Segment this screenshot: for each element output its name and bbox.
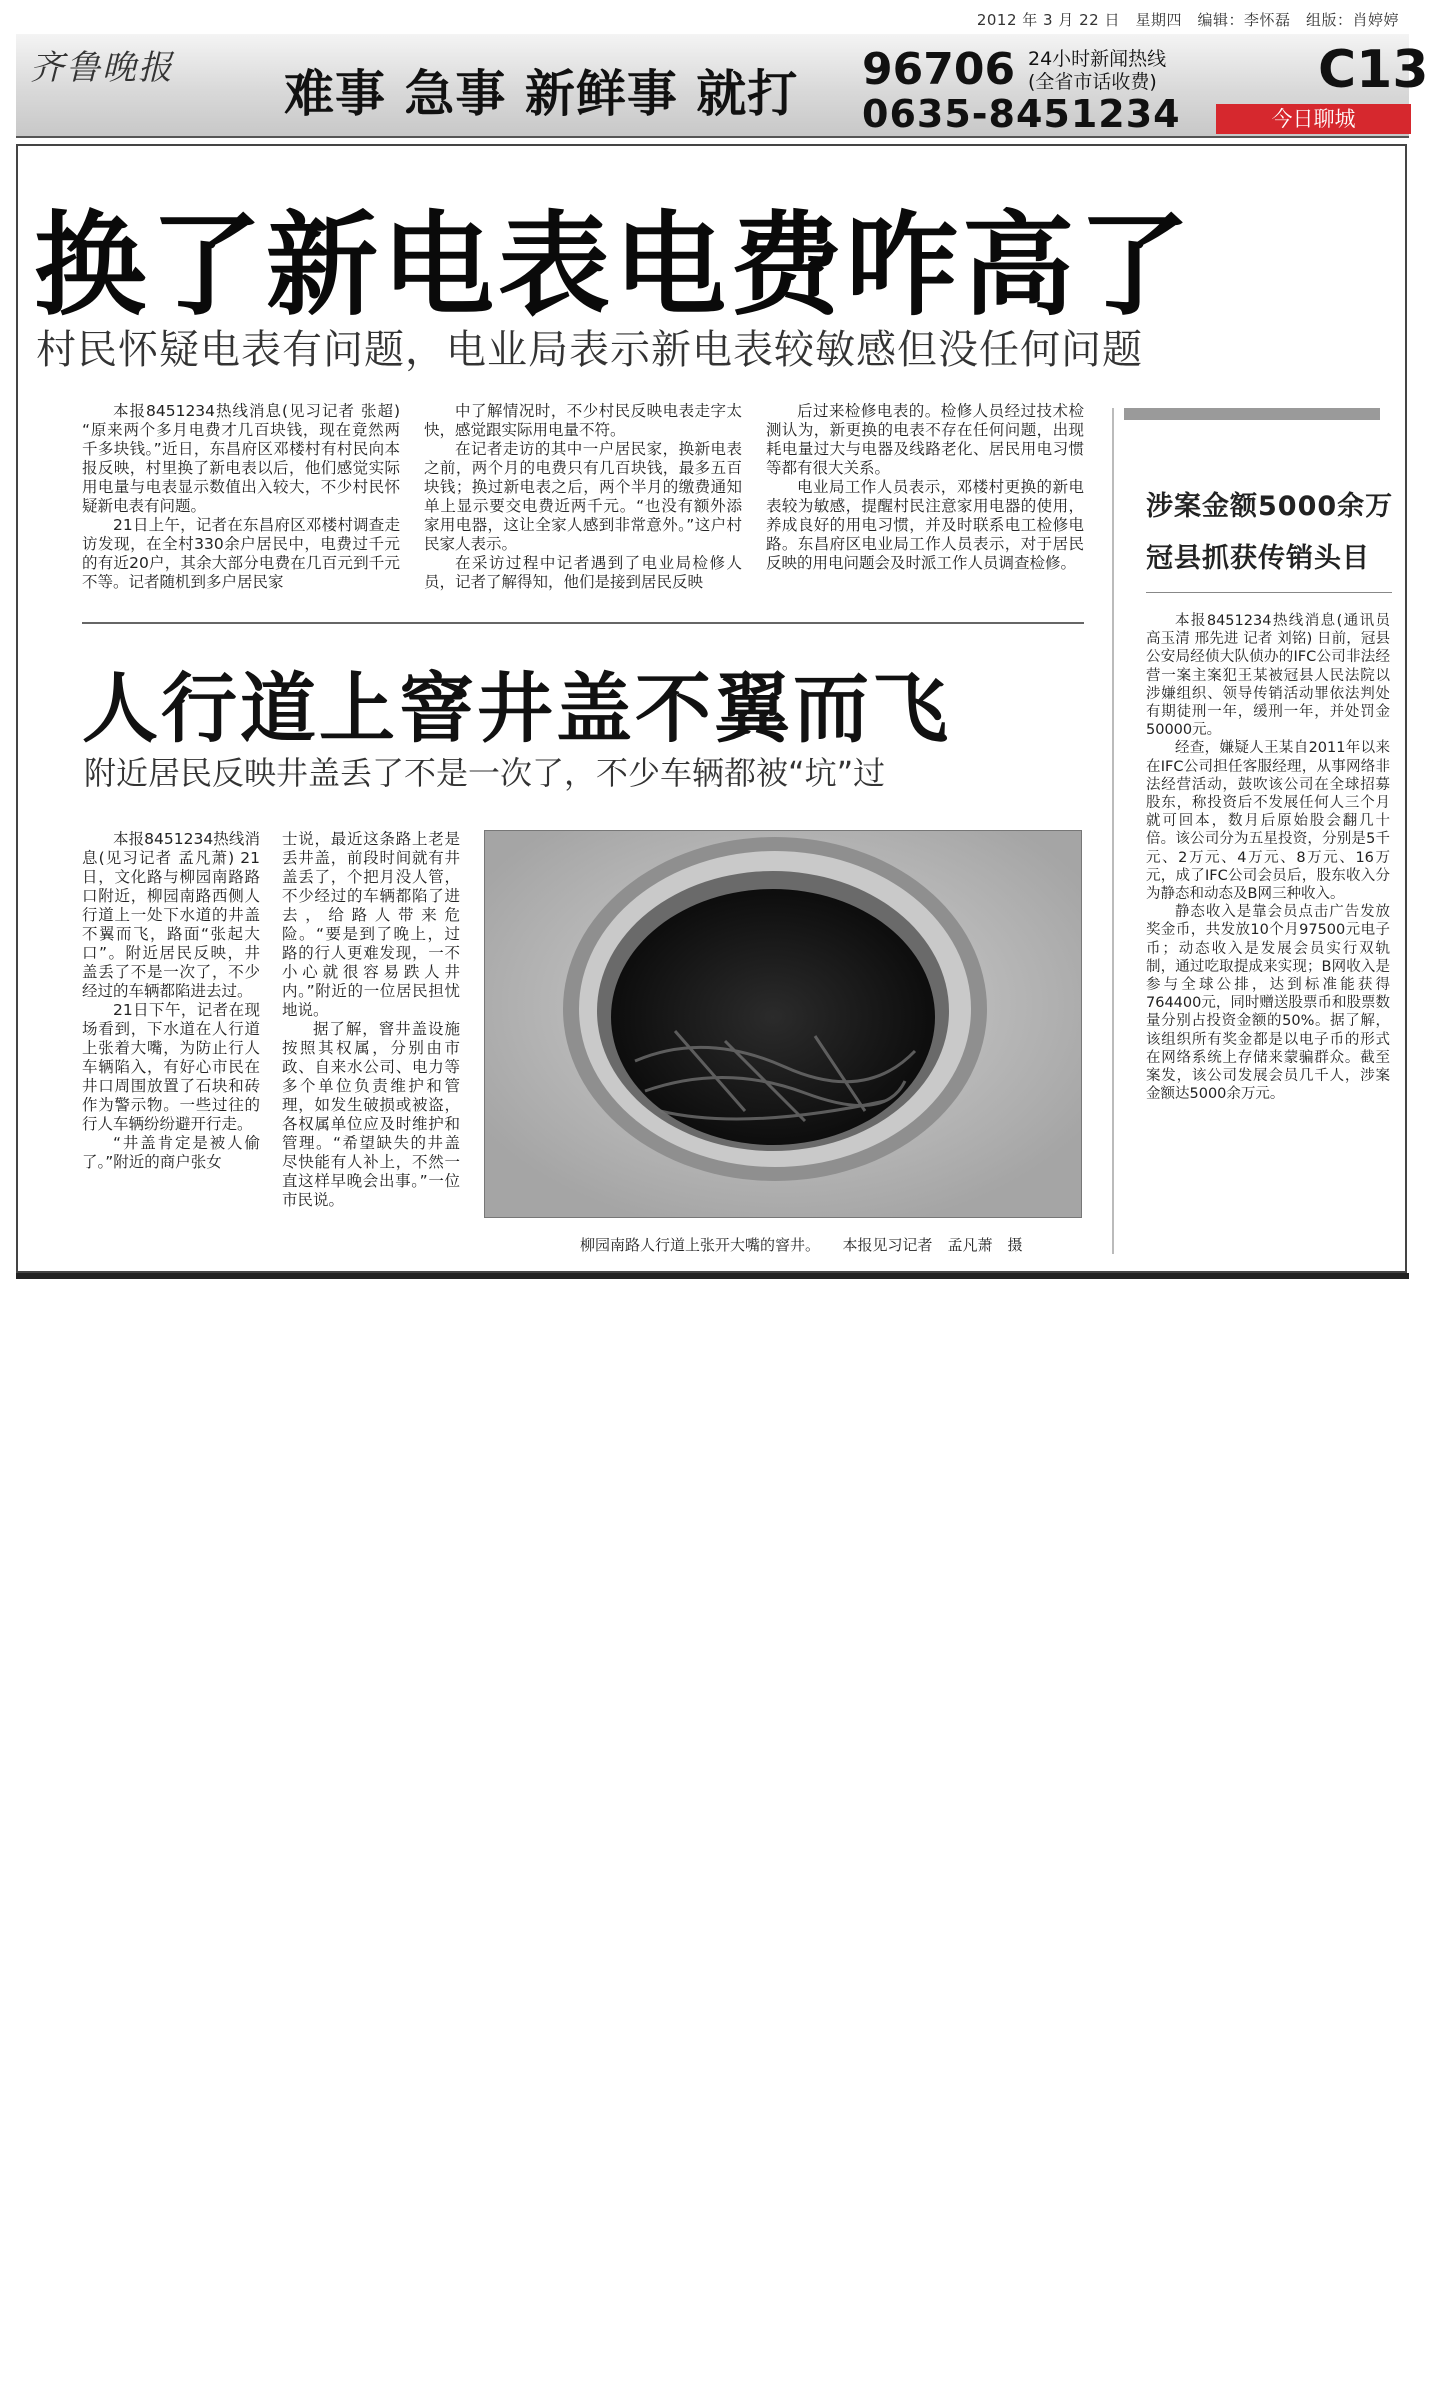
article1-col1 (82, 402, 400, 592)
bottom-rule (16, 1273, 1409, 1279)
article1-col3-para: 后过来检修电表的。检修人员经过技术检测认为，新更换的电表不存在任何问题，出现耗电量过大与电器及线路老化、居民用电习惯等都有很大关系。 (766, 402, 1084, 477)
sidebar-para: 经查，嫌疑人王某自2011年以来在IFC公司担任客服经理，从事网络非法经营活动，鼓吹该公司在全球招募股东，称投资后不发展任何人三个月就可回本，数月后原始股会翻几十倍。该公司分为五星投资，分别是5千元、2万元、4万元、8万元、16万元，成了IFC公司会员后，股东收入分为静态和动态及B网三种收入。 (1146, 740, 1390, 903)
hotline-note-line1: 24小时新闻热线 (1028, 48, 1167, 70)
article2-col2-para: 士说，最近这条路上老是丢井盖，前段时间就有井盖丢了，个把月没人管，不少经过的车辆都陷了进去，给路人带来危险。“要是到了晚上，过路的行人更难发现，一不小心就很容易跌人井内。”附近的一位居民担忧地说。 (282, 830, 460, 1019)
article2-col1 (82, 830, 260, 1172)
article2-headline: 人行道上窨井盖不翼而飞 (82, 664, 951, 753)
manhole-photo (484, 830, 1082, 1218)
article2-col2 (282, 830, 460, 1210)
sidebar-top-bar (1124, 408, 1380, 420)
sidebar-divider (1112, 408, 1114, 1254)
article-divider (82, 622, 1084, 624)
sidebar-title-line1: 涉案金额5000余万 (1146, 491, 1394, 522)
hotline-number: 96706 (862, 44, 1016, 95)
hotline-note-line2: (全省市话收费) (1028, 71, 1157, 93)
date-line: 2012 年 3 月 22 日 星期四 编辑：李怀磊 组版：肖婷婷 (976, 11, 1399, 29)
section-tag: 今日聊城 (1216, 104, 1411, 134)
article1-col2-para: 在采访过程中记者遇到了电业局检修人员，记者了解得知，他们是接到居民反映 (424, 554, 742, 591)
article1-col3-para: 电业局工作人员表示，邓楼村更换的新电表较为敏感，提醒村民注意家用电器的使用，养成良好的用电习惯，并及时联系电工检修电路。东昌府区电业局工作人员表示，对于居民反映的用电问题会及时派工作人员调查检修。 (766, 478, 1084, 572)
page-number: C13 (1318, 40, 1429, 100)
article1-col2-para: 中了解情况时，不少村民反映电表走字太快，感觉跟实际用电量不符。 (424, 402, 742, 439)
article2-col1-para: 21日下午，记者在现场看到，下水道在人行道上张着大嘴，为防止行人车辆陷入，有好心市民在井口周围放置了石块和砖作为警示物。一些过往的行人车辆纷纷避开行走。 (82, 1001, 260, 1133)
article1-col1-para: 21日上午，记者在东昌府区邓楼村调查走访发现，在全村330余户居民中，电费过千元的有近20户，其余大部分电费在几百元到千元不等。记者随机到多户居民家 (82, 516, 400, 591)
hotline-note (1028, 48, 1166, 94)
photo-caption: 柳园南路人行道上张开大嘴的窨井。 本报见习记者 孟凡萧 摄 (580, 1236, 1023, 1254)
hotline-phone: 0635-8451234 (862, 92, 1181, 136)
article2-col1-para: “井盖肯定是被人偷了。”附近的商户张女 (82, 1134, 260, 1171)
article2-col1-para: 本报8451234热线消息(见习记者 孟凡萧) 21日，文化路与柳园南路路口附近，柳园南路西侧人行道上一处下水道的井盖不翼而飞，路面“张起大口”。附近居民反映，井盖丢了不是一次了，不少经过的车辆都陷进去过。 (82, 830, 260, 1000)
sidebar-body (1146, 612, 1390, 1103)
article1-col2 (424, 402, 742, 592)
sidebar-para: 本报8451234热线消息(通讯员 高玉清 邢先进 记者 刘铭) 日前，冠县公安局经侦大队侦办的IFC公司非法经营一案主案犯王某被冠县人民法院以涉嫌组织、领导传销活动罪依法判处有期徒刑一年，缓刑一年，并处罚金50000元。 (1146, 613, 1390, 739)
sidebar-para: 静态收入是靠会员点击广告发放奖金币，共发放10个月97500元电子币；动态收入是发展会员实行双轨制，通过吃取提成来实现；B网收入是参与全球公排，达到标准能获得764400元，同时赠送股票币和股票数量分别占投资金额的50%。据了解，该组织所有奖金都是以电子币的形式在网络系统上存储来蒙骗群众。截至案发，该公司发展会员几千人，涉案金额达5000余万元。 (1146, 904, 1390, 1103)
article1-subheadline: 村民怀疑电表有问题，电业局表示新电表较敏感但没任何问题 (36, 327, 1143, 373)
article1-col2-para: 在记者走访的其中一户居民家，换新电表之前，两个月的电费只有几百块钱，最多五百块钱；换过新电表之后，两个半月的缴费通知单上显示要交电费近两千元。“也没有额外添家用电器，这让全家人感到非常意外。”这户村民家人表示。 (424, 440, 742, 553)
sidebar-title-line2: 冠县抓获传销头目 (1146, 543, 1370, 574)
article2-col2-para: 据了解，窨井盖设施按照其权属，分别由市政、自来水公司、电力等多个单位负责维护和管理，如发生破损或被盗，各权属单位应及时维护和管理。“希望缺失的井盖尽快能有人补上，不然一直这样早晚会出事。”一位市民说。 (282, 1020, 460, 1209)
article1-col3 (766, 402, 1084, 573)
sidebar-title-rule (1146, 592, 1392, 593)
article2-subheadline: 附近居民反映井盖丢了不是一次了，不少车辆都被“坑”过 (84, 754, 886, 792)
masthead-slogan: 难事 急事 新鲜事 就打 (284, 65, 799, 123)
newspaper-logo: 齐鲁晚报 (30, 48, 174, 88)
article1-col1-para: 本报8451234热线消息(见习记者 张超) “原来两个多月电费才几百块钱，现在竟然两千多块钱。”近日，东昌府区邓楼村有村民向本报反映，村里换了新电表以后，他们感觉实际用电量与电表显示数值出入较大，不少村民怀疑新电表有问题。 (82, 402, 400, 515)
manhole-photo-illustration (485, 831, 1081, 1217)
article1-headline: 换了新电表电费咋高了 (34, 201, 1194, 331)
